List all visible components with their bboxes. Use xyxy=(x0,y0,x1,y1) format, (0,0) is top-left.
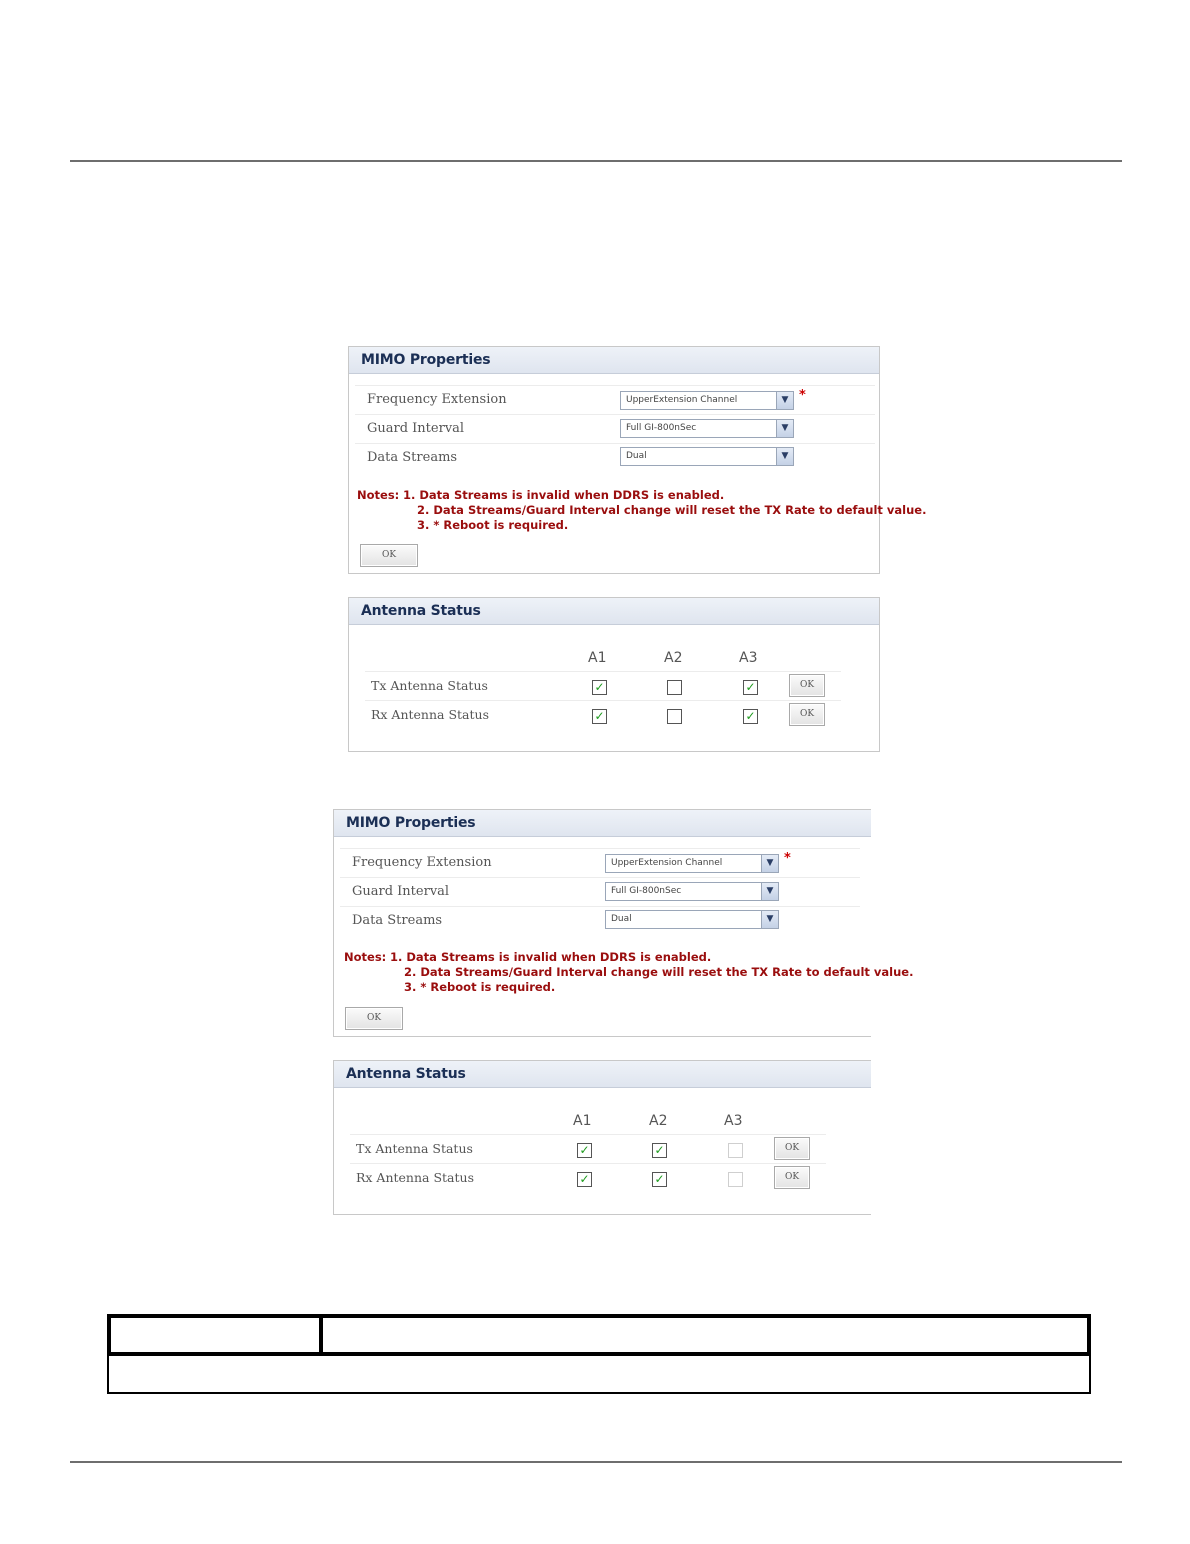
checkmark-icon: ✓ xyxy=(579,1143,590,1157)
frequency-extension-select[interactable] xyxy=(605,854,779,873)
select-value: Full GI-800nSec xyxy=(611,886,682,896)
note-3: 3. * Reboot is required. xyxy=(417,518,569,532)
notes-block xyxy=(344,950,914,996)
rx-ok-button[interactable]: OK xyxy=(789,703,825,726)
rx-a2-checkbox[interactable] xyxy=(667,709,682,724)
rx-a1-checkbox[interactable] xyxy=(592,709,607,724)
rx-antenna-row xyxy=(365,700,841,729)
required-star: * xyxy=(799,388,806,403)
frequency-extension-select[interactable] xyxy=(620,391,794,410)
table-body-row xyxy=(107,1356,1091,1394)
frequency-extension-row xyxy=(355,385,875,413)
data-streams-label: Data Streams xyxy=(367,450,458,465)
rx-a3-checkbox[interactable] xyxy=(743,709,758,724)
data-streams-select[interactable] xyxy=(605,910,779,929)
mimo-properties-panel-2 xyxy=(333,809,914,1037)
rx-antenna-label: Rx Antenna Status xyxy=(371,707,489,722)
guard-interval-row xyxy=(340,877,860,905)
guard-interval-label: Guard Interval xyxy=(367,421,465,436)
select-value: Dual xyxy=(611,914,632,924)
column-a2: A2 xyxy=(664,650,683,666)
guard-interval-select[interactable] xyxy=(620,419,794,438)
panel-title: Antenna Status xyxy=(349,598,879,625)
bottom-rule xyxy=(70,1461,1122,1463)
notes-label: Notes: xyxy=(357,488,400,502)
select-value: UpperExtension Channel xyxy=(626,395,738,405)
chevron-down-icon[interactable]: ▼ xyxy=(761,855,778,872)
note-1: 1. Data Streams is invalid when DDRS is enabled. xyxy=(390,950,712,964)
rx-a1-checkbox[interactable] xyxy=(577,1172,592,1187)
tx-a2-checkbox[interactable] xyxy=(652,1143,667,1158)
guard-interval-row xyxy=(355,414,875,442)
note-2: 2. Data Streams/Guard Interval change will reset the TX Rate to default value. xyxy=(417,503,927,517)
table-column-divider xyxy=(319,1318,323,1352)
panel-title: MIMO Properties xyxy=(334,810,871,837)
rx-a3-checkbox[interactable] xyxy=(728,1172,743,1187)
rx-antenna-row xyxy=(350,1163,826,1192)
checkmark-icon: ✓ xyxy=(579,1172,590,1186)
frequency-extension-label: Frequency Extension xyxy=(367,392,507,407)
frequency-extension-row xyxy=(340,848,860,876)
checkmark-icon: ✓ xyxy=(594,709,605,723)
data-streams-label: Data Streams xyxy=(352,913,443,928)
ok-button[interactable]: OK xyxy=(360,544,418,567)
panel-title: Antenna Status xyxy=(334,1061,871,1088)
chevron-down-icon[interactable]: ▼ xyxy=(776,420,793,437)
chevron-down-icon[interactable]: ▼ xyxy=(761,911,778,928)
checkmark-icon: ✓ xyxy=(594,680,605,694)
column-a3: A3 xyxy=(724,1113,743,1129)
tx-ok-button[interactable]: OK xyxy=(789,674,825,697)
select-value: Full GI-800nSec xyxy=(626,423,697,433)
rx-a2-checkbox[interactable] xyxy=(652,1172,667,1187)
panel-title: MIMO Properties xyxy=(349,347,879,374)
note-1: 1. Data Streams is invalid when DDRS is enabled. xyxy=(403,488,725,502)
tx-a1-checkbox[interactable] xyxy=(577,1143,592,1158)
tx-a2-checkbox[interactable] xyxy=(667,680,682,695)
rx-ok-button[interactable]: OK xyxy=(774,1166,810,1189)
select-value: UpperExtension Channel xyxy=(611,858,723,868)
tx-a3-checkbox[interactable] xyxy=(728,1143,743,1158)
chevron-down-icon[interactable]: ▼ xyxy=(776,392,793,409)
tx-antenna-row xyxy=(350,1134,826,1163)
tx-antenna-row xyxy=(365,671,841,700)
mimo-properties-panel-1 xyxy=(348,346,927,574)
frequency-extension-label: Frequency Extension xyxy=(352,855,492,870)
note-3: 3. * Reboot is required. xyxy=(404,980,556,994)
notes-label: Notes: xyxy=(344,950,387,964)
column-a1: A1 xyxy=(573,1113,592,1129)
checkmark-icon: ✓ xyxy=(745,709,756,723)
chevron-down-icon[interactable]: ▼ xyxy=(761,883,778,900)
guard-interval-label: Guard Interval xyxy=(352,884,450,899)
table-header xyxy=(107,1314,1091,1356)
notes-block xyxy=(357,488,927,534)
top-rule xyxy=(70,160,1122,162)
tx-a3-checkbox[interactable] xyxy=(743,680,758,695)
data-streams-row xyxy=(340,906,860,934)
tx-antenna-label: Tx Antenna Status xyxy=(371,678,488,693)
antenna-status-panel-2 xyxy=(333,1060,871,1215)
column-a2: A2 xyxy=(649,1113,668,1129)
select-value: Dual xyxy=(626,451,647,461)
guard-interval-select[interactable] xyxy=(605,882,779,901)
note-2: 2. Data Streams/Guard Interval change will reset the TX Rate to default value. xyxy=(404,965,914,979)
tx-antenna-label: Tx Antenna Status xyxy=(356,1141,473,1156)
checkmark-icon: ✓ xyxy=(654,1172,665,1186)
checkmark-icon: ✓ xyxy=(654,1143,665,1157)
antenna-status-panel-1 xyxy=(348,597,880,752)
column-a3: A3 xyxy=(739,650,758,666)
tx-a1-checkbox[interactable] xyxy=(592,680,607,695)
checkmark-icon: ✓ xyxy=(745,680,756,694)
chevron-down-icon[interactable]: ▼ xyxy=(776,448,793,465)
data-streams-select[interactable] xyxy=(620,447,794,466)
ok-button[interactable]: OK xyxy=(345,1007,403,1030)
data-streams-row xyxy=(355,443,875,471)
rx-antenna-label: Rx Antenna Status xyxy=(356,1170,474,1185)
required-star: * xyxy=(784,851,791,866)
tx-ok-button[interactable]: OK xyxy=(774,1137,810,1160)
column-a1: A1 xyxy=(588,650,607,666)
